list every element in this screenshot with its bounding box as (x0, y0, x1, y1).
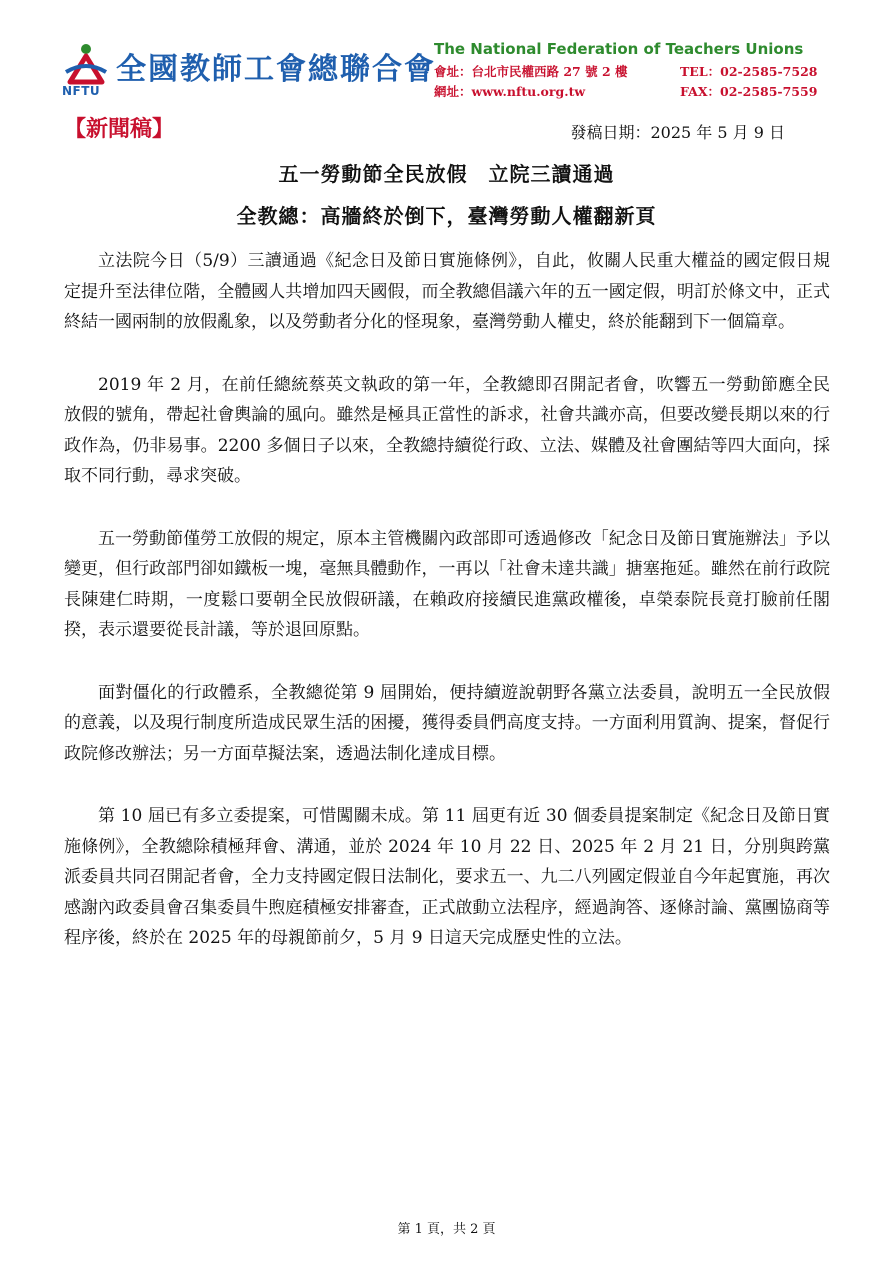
paragraph: 2019 年 2 月，在前任總統蔡英文執政的第一年，全教總即召開記者會，吹響五一勞動節應全民放假的號角，帶起社會輿論的風向。雖然是極具正當性的訴求，社會共識亦高，但要改變長期以來的行政作為，仍非易事。2200 多個日子以來，全教總持續從行政、立法、媒體及社會團結等四大面向，採取不同行動，尋求突破。 (64, 374, 830, 486)
paragraph: 立法院今日（5/9）三讀通過《紀念日及節日實施條例》，自此，攸關人民重大權益的國定假日規定提升至法律位階，全體國人共增加四天國假，而全教總倡議六年的五一國定假，明訂於條文中，正式終結一國兩制的放假亂象，以及勞動者分化的怪現象，臺灣勞動人權史，終於能翻到下一個篇章。 (64, 251, 830, 332)
paragraph: 第 10 屆已有多立委提案，可惜闖關未成。第 11 屆更有近 30 個委員提案制定《紀念日及節日實施條例》，全教總除積極拜會、溝通，並於 2024 年 10 月 22 日、2025 年 2 月 21 日，分別與跨黨派委員共同召開記者會，全力支持國定假日法制化，要求五一、九二八列國定假並自今年起實施，再次感謝內政委員會召集委員牛煦庭積極安排審查，正式啟動立法程序，經過詢答、逐條討論、黨團協商等程序後，終於在 2025 年的母親節前夕，5 月 9 日這天完成歷史性的立法。 (64, 806, 830, 948)
organization-name-en: The National Federation of Teachers Unions (434, 40, 804, 58)
website: 網址：www.nftu.org.tw (434, 84, 586, 99)
release-date: 發稿日期：2025 年 5 月 9 日 (570, 123, 785, 142)
subheadline: 全教總：高牆終於倒下，臺灣勞動人權翻新頁 (236, 204, 657, 228)
page-number: 第 1 頁，共 2 頁 (397, 1222, 496, 1237)
telephone: TEL：02-2585-7528 (680, 64, 818, 79)
press-release-label: 【新聞稿】 (64, 116, 175, 142)
logo-abbreviation: NFTU (62, 84, 101, 98)
nftu-logo-icon (64, 42, 108, 88)
headline: 五一勞動節全民放假 立院三讀通過 (278, 162, 615, 186)
fax: FAX：02-2585-7559 (680, 84, 818, 99)
paragraph: 五一勞動節僅勞工放假的規定，原本主管機關內政部即可透過修改「紀念日及節日實施辦法」予以變更，但行政部門卻如鐵板一塊，毫無具體動作，一再以「社會未達共識」搪塞拖延。雖然在前行政院長陳建仁時期，一度鬆口要朝全民放假研議，在賴政府接續民進黨政權後，卓榮泰院長竟打臉前任閣揆，表示還要從長計議，等於退回原點。 (64, 528, 830, 640)
letterhead (0, 0, 893, 110)
paragraph: 面對僵化的行政體系，全教總從第 9 屆開始，便持續遊說朝野各黨立法委員，說明五一全民放假的意義，以及現行制度所造成民眾生活的困擾，獲得委員們高度支持。一方面利用質詢、提案，督促行政院修改辦法；另一方面草擬法案，透過法制化達成目標。 (64, 682, 830, 764)
article-body (64, 246, 830, 986)
organization-name-cn: 全國教師工會總聯合會 (116, 52, 436, 87)
address: 會址：台北市民權西路 27 號 2 樓 (434, 64, 628, 79)
